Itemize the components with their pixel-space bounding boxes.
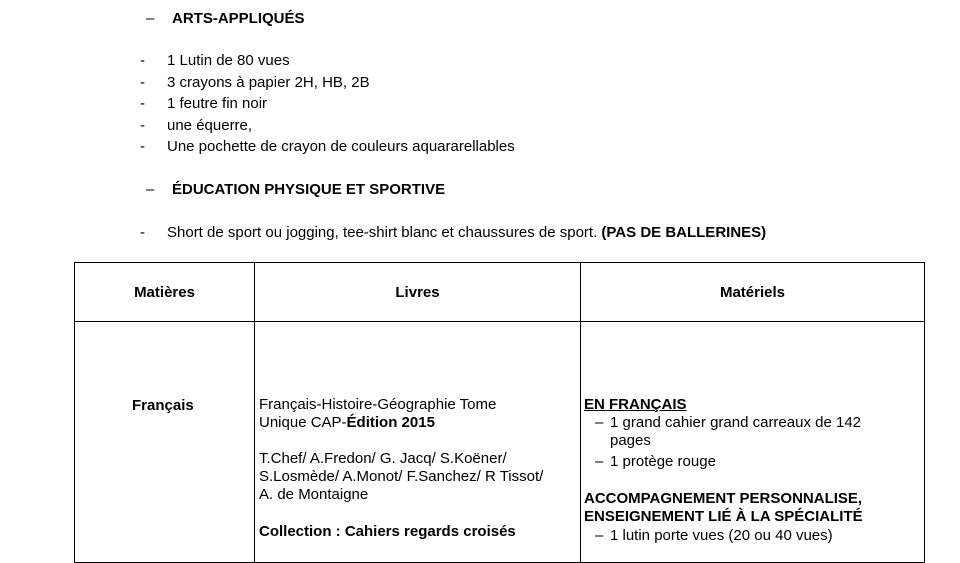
materials-dash: – xyxy=(595,527,604,544)
list-bullet: - xyxy=(140,52,145,69)
cell-books xyxy=(255,322,581,563)
materials-dash: – xyxy=(595,414,604,431)
eps-item-warning: (PAS DE BALLERINES) xyxy=(601,224,767,241)
eps-item-text: Short de sport ou jogging, tee-shirt blanc et chaussures de sport. xyxy=(167,224,602,241)
book-title-prefix: Unique CAP- xyxy=(259,414,347,431)
book-authors-line: T.Chef/ A.Fredon/ G. Jacq/ S.Koëner/ xyxy=(259,450,507,467)
materials-item-cont: pages xyxy=(610,432,651,449)
list-bullet: - xyxy=(140,74,145,91)
list-bullet: - xyxy=(140,95,145,112)
list-bullet: - xyxy=(140,224,145,241)
header-materiels: Matériels xyxy=(581,263,925,322)
materials-heading2-cont: ENSEIGNEMENT LIÉ À LA SPÉCIALITÉ xyxy=(584,508,863,525)
supplies-table xyxy=(74,262,925,563)
book-title-line1: Français-Histoire-Géographie Tome xyxy=(259,396,497,413)
book-title-line2 xyxy=(259,414,435,432)
section-title-arts: ARTS-APPLIQUÉS xyxy=(172,10,305,27)
materials-item: 1 lutin porte vues (20 ou 40 vues) xyxy=(610,527,833,544)
materials-dash: – xyxy=(595,453,604,470)
materials-heading: EN FRANÇAIS xyxy=(584,396,687,413)
book-authors-line: A. de Montaigne xyxy=(259,486,369,503)
materials-item: 1 grand cahier grand carreaux de 142 xyxy=(610,414,862,431)
cell-materials xyxy=(581,322,925,563)
section-dash: – xyxy=(146,181,155,198)
list-bullet: - xyxy=(140,138,145,155)
book-collection: Collection : Cahiers regards croisés xyxy=(259,523,516,540)
cell-subject xyxy=(75,322,255,563)
list-item: 1 feutre fin noir xyxy=(167,95,268,112)
subject-name: Français xyxy=(132,397,194,414)
header-matieres: Matières xyxy=(75,263,255,322)
list-item: 1 Lutin de 80 vues xyxy=(167,52,290,69)
list-item: une équerre, xyxy=(167,117,253,134)
book-edition: Édition 2015 xyxy=(346,414,435,431)
list-item: Une pochette de crayon de couleurs aquararellables xyxy=(167,138,515,155)
section-dash: – xyxy=(146,10,155,27)
list-item-eps xyxy=(167,224,766,241)
list-item: 3 crayons à papier 2H, HB, 2B xyxy=(167,74,370,91)
table-header-row xyxy=(75,263,925,322)
header-livres: Livres xyxy=(255,263,581,322)
book-authors-line: S.Losmède/ A.Monot/ F.Sanchez/ R Tissot/ xyxy=(259,468,544,485)
section-title-eps: ÉDUCATION PHYSIQUE ET SPORTIVE xyxy=(172,181,446,198)
list-bullet: - xyxy=(140,117,145,134)
materials-heading2: ACCOMPAGNEMENT PERSONNALISE, xyxy=(584,490,863,507)
materials-item: 1 protège rouge xyxy=(610,453,716,470)
table-row xyxy=(75,322,925,563)
